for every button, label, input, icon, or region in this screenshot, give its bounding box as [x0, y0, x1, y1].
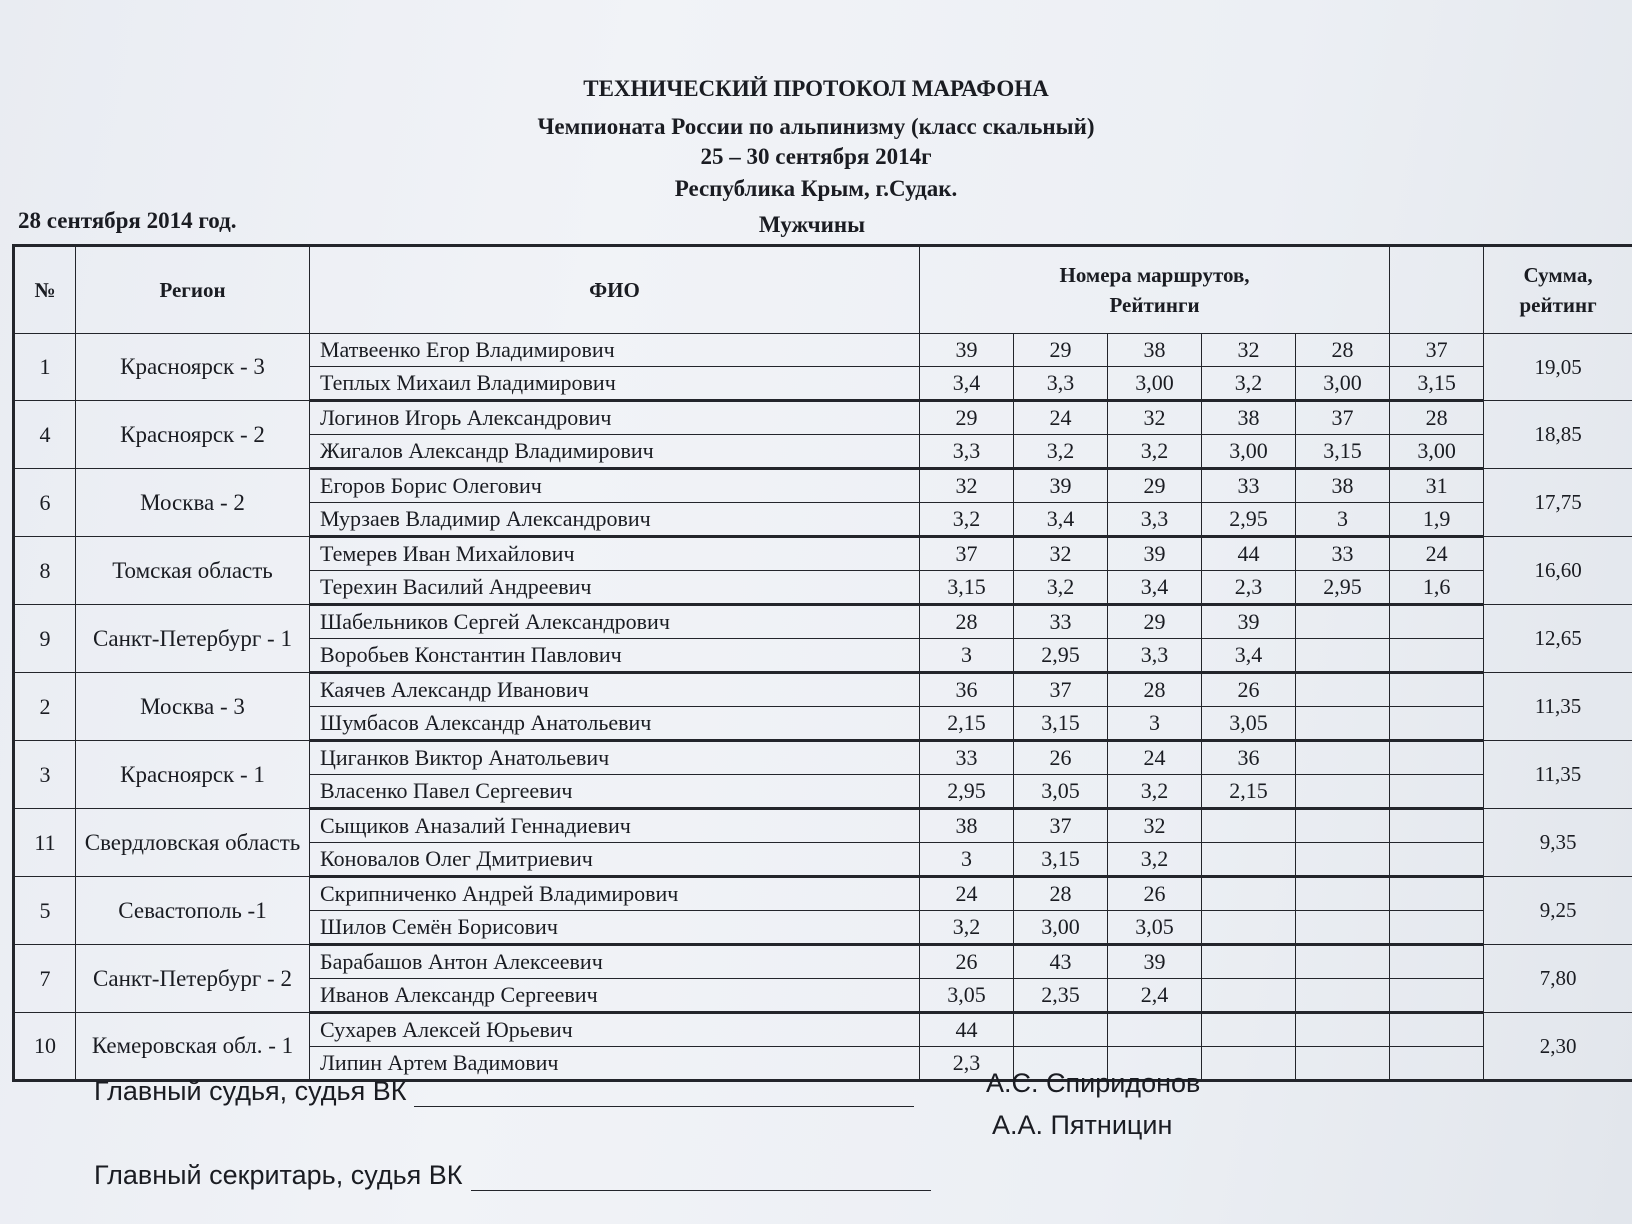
team-region: Санкт-Петербург - 2	[76, 945, 310, 1013]
team-number: 2	[14, 673, 76, 741]
team-number: 4	[14, 401, 76, 469]
team-number: 3	[14, 741, 76, 809]
team-sum: 11,35	[1484, 673, 1632, 741]
route-rating: 3,15	[1014, 707, 1108, 741]
team-number: 5	[14, 877, 76, 945]
route-rating: 3,3	[920, 435, 1014, 469]
route-number: 37	[1014, 673, 1108, 707]
route-rating: 3	[920, 843, 1014, 877]
route-number: 26	[1108, 877, 1202, 911]
route-number: 43	[1014, 945, 1108, 979]
chief-judge-name: А.С. Спиридонов	[986, 1068, 1201, 1098]
col-sum-header: Сумма, рейтинг	[1484, 246, 1632, 334]
table-row	[14, 673, 1632, 707]
route-number: 28	[1108, 673, 1202, 707]
route-rating	[1390, 1047, 1484, 1081]
route-rating: 3,00	[1202, 435, 1296, 469]
route-number: 24	[1108, 741, 1202, 775]
route-number: 39	[1202, 605, 1296, 639]
team-sum: 9,25	[1484, 877, 1632, 945]
team-sum: 2,30	[1484, 1013, 1632, 1081]
route-rating: 2,95	[920, 775, 1014, 809]
team-sum: 7,80	[1484, 945, 1632, 1013]
route-rating: 2,95	[1014, 639, 1108, 673]
route-rating: 3,05	[920, 979, 1014, 1013]
member-name: Шилов Семён Борисович	[310, 911, 920, 945]
route-number	[1390, 1013, 1484, 1047]
team-number: 8	[14, 537, 76, 605]
route-number: 39	[1108, 945, 1202, 979]
table-row	[14, 401, 1632, 435]
route-number	[1202, 945, 1296, 979]
route-number: 28	[1296, 334, 1390, 367]
route-rating	[1296, 843, 1390, 877]
route-number: 37	[1390, 334, 1484, 367]
route-number: 24	[1014, 401, 1108, 435]
route-number: 28	[1390, 401, 1484, 435]
member-name: Логинов Игорь Александрович	[310, 401, 920, 435]
member-name: Шабельников Сергей Александрович	[310, 605, 920, 639]
route-rating: 2,15	[1202, 775, 1296, 809]
member-name: Егоров Борис Олегович	[310, 469, 920, 503]
route-rating: 3,15	[1296, 435, 1390, 469]
table-row	[14, 605, 1632, 639]
table-row	[14, 877, 1632, 911]
route-rating: 3,00	[1108, 367, 1202, 401]
team-region: Севастополь -1	[76, 877, 310, 945]
member-name: Теплых Михаил Владимирович	[310, 367, 920, 401]
team-sum: 12,65	[1484, 605, 1632, 673]
member-name: Сыщиков Аназалий Геннадиевич	[310, 809, 920, 843]
route-rating: 1,6	[1390, 571, 1484, 605]
chief-secretary-signature	[94, 1160, 931, 1191]
route-rating	[1202, 843, 1296, 877]
route-number: 38	[920, 809, 1014, 843]
route-rating: 3,4	[1202, 639, 1296, 673]
col-num-header: №	[14, 246, 76, 334]
route-rating: 3,3	[1014, 367, 1108, 401]
signature-line	[414, 1082, 914, 1107]
member-name: Иванов Александр Сергеевич	[310, 979, 920, 1013]
team-number: 11	[14, 809, 76, 877]
route-rating: 2,95	[1296, 571, 1390, 605]
route-number	[1014, 1013, 1108, 1047]
col-name-header: ФИО	[310, 246, 920, 334]
team-number: 6	[14, 469, 76, 537]
route-number	[1390, 945, 1484, 979]
route-rating: 3,2	[1108, 843, 1202, 877]
route-rating: 1,9	[1390, 503, 1484, 537]
route-rating: 2,95	[1202, 503, 1296, 537]
team-sum: 16,60	[1484, 537, 1632, 605]
route-number: 33	[1202, 469, 1296, 503]
route-number: 36	[1202, 741, 1296, 775]
route-number: 39	[1014, 469, 1108, 503]
route-number	[1390, 673, 1484, 707]
member-name: Терехин Василий Андреевич	[310, 571, 920, 605]
route-number	[1296, 809, 1390, 843]
route-number	[1296, 877, 1390, 911]
route-rating	[1296, 911, 1390, 945]
category-label: Мужчины	[758, 212, 866, 237]
route-rating: 3,4	[1014, 503, 1108, 537]
route-number: 32	[1108, 401, 1202, 435]
route-number: 24	[1390, 537, 1484, 571]
member-name: Циганков Виктор Анатольевич	[310, 741, 920, 775]
member-name: Шумбасов Александр Анатольевич	[310, 707, 920, 741]
route-rating: 3,00	[1014, 911, 1108, 945]
team-number: 10	[14, 1013, 76, 1081]
route-number: 31	[1390, 469, 1484, 503]
route-number	[1390, 605, 1484, 639]
table-body	[14, 334, 1632, 1081]
document-subtitle: Чемпионата России по альпинизму (класс скальный)	[537, 114, 1095, 139]
route-rating: 3,05	[1202, 707, 1296, 741]
route-number: 29	[1108, 469, 1202, 503]
team-region: Томская область	[76, 537, 310, 605]
route-rating: 3,2	[1108, 435, 1202, 469]
route-rating: 3,2	[920, 911, 1014, 945]
route-rating: 3	[1108, 707, 1202, 741]
team-number: 1	[14, 334, 76, 401]
route-number: 29	[1014, 334, 1108, 367]
team-sum: 19,05	[1484, 334, 1632, 401]
route-number: 39	[920, 334, 1014, 367]
route-number: 26	[1014, 741, 1108, 775]
route-number: 44	[1202, 537, 1296, 571]
member-name: Власенко Павел Сергеевич	[310, 775, 920, 809]
route-rating	[1296, 707, 1390, 741]
team-region: Москва - 2	[76, 469, 310, 537]
route-rating: 3,05	[1108, 911, 1202, 945]
team-region: Красноярск - 2	[76, 401, 310, 469]
route-rating: 3,4	[920, 367, 1014, 401]
member-name: Скрипниченко Андрей Владимирович	[310, 877, 920, 911]
route-rating	[1296, 775, 1390, 809]
member-name: Матвеенко Егор Владимирович	[310, 334, 920, 367]
table-row	[14, 537, 1632, 571]
route-number: 32	[1108, 809, 1202, 843]
route-number: 28	[1014, 877, 1108, 911]
route-number: 24	[920, 877, 1014, 911]
table-row	[14, 469, 1632, 503]
chief-judge-label: Главный судья, судья ВК	[94, 1076, 407, 1106]
route-number: 37	[1296, 401, 1390, 435]
route-number: 32	[1014, 537, 1108, 571]
route-number: 44	[920, 1013, 1014, 1047]
route-number: 39	[1108, 537, 1202, 571]
team-region: Санкт-Петербург - 1	[76, 605, 310, 673]
team-sum: 18,85	[1484, 401, 1632, 469]
route-number	[1202, 1013, 1296, 1047]
team-region: Красноярск - 1	[76, 741, 310, 809]
route-rating: 2,3	[1202, 571, 1296, 605]
route-rating	[1296, 979, 1390, 1013]
event-dates: 25 – 30 сентября 2014г	[700, 144, 932, 169]
route-rating	[1202, 1047, 1296, 1081]
route-rating: 3,4	[1108, 571, 1202, 605]
team-number: 7	[14, 945, 76, 1013]
route-number	[1296, 673, 1390, 707]
route-rating: 3,2	[920, 503, 1014, 537]
team-region: Красноярск - 3	[76, 334, 310, 401]
member-name: Воробьев Константин Павлович	[310, 639, 920, 673]
member-name: Жигалов Александр Владимирович	[310, 435, 920, 469]
member-name: Темерев Иван Михайлович	[310, 537, 920, 571]
route-number: 29	[1108, 605, 1202, 639]
route-number: 33	[1296, 537, 1390, 571]
route-rating	[1296, 1047, 1390, 1081]
route-number: 37	[920, 537, 1014, 571]
team-number: 9	[14, 605, 76, 673]
route-number	[1108, 1013, 1202, 1047]
route-number	[1202, 877, 1296, 911]
col-region-header: Регион	[76, 246, 310, 334]
member-name: Липин Артем Вадимович	[310, 1047, 920, 1081]
member-name: Каячев Александр Иванович	[310, 673, 920, 707]
route-rating	[1202, 911, 1296, 945]
route-number: 33	[920, 741, 1014, 775]
route-rating	[1390, 707, 1484, 741]
route-rating	[1202, 979, 1296, 1013]
route-number	[1296, 945, 1390, 979]
route-rating: 3,15	[920, 571, 1014, 605]
route-number: 29	[920, 401, 1014, 435]
route-rating: 3,00	[1390, 435, 1484, 469]
route-rating: 3	[920, 639, 1014, 673]
route-number	[1390, 741, 1484, 775]
route-rating	[1390, 639, 1484, 673]
route-rating: 3,2	[1014, 435, 1108, 469]
route-number: 26	[1202, 673, 1296, 707]
document-title: ТЕХНИЧЕСКИЙ ПРОТОКОЛ МАРАФОНА	[583, 76, 1049, 101]
route-number	[1296, 741, 1390, 775]
route-rating: 3,05	[1014, 775, 1108, 809]
route-rating: 2,15	[920, 707, 1014, 741]
route-rating	[1390, 843, 1484, 877]
signature-line	[471, 1166, 931, 1191]
protocol-date: 28 сентября 2014 год.	[18, 208, 237, 233]
table-row	[14, 741, 1632, 775]
table-row	[14, 809, 1632, 843]
chief-judge-signature	[94, 1076, 914, 1107]
team-region: Кемеровская обл. - 1	[76, 1013, 310, 1081]
route-number	[1296, 605, 1390, 639]
member-name: Сухарев Алексей Юрьевич	[310, 1013, 920, 1047]
route-number: 26	[920, 945, 1014, 979]
route-number	[1390, 877, 1484, 911]
route-number: 28	[920, 605, 1014, 639]
route-rating: 3,00	[1296, 367, 1390, 401]
team-sum: 9,35	[1484, 809, 1632, 877]
team-sum: 11,35	[1484, 741, 1632, 809]
route-number	[1296, 1013, 1390, 1047]
member-name: Коновалов Олег Дмитриевич	[310, 843, 920, 877]
chief-secretary-label: Главный секритарь, судья ВК	[94, 1160, 463, 1190]
route-number: 32	[1202, 334, 1296, 367]
route-rating: 3,3	[1108, 503, 1202, 537]
route-rating: 3,15	[1014, 843, 1108, 877]
member-name: Мурзаев Владимир Александрович	[310, 503, 920, 537]
route-rating	[1390, 911, 1484, 945]
route-rating: 3	[1296, 503, 1390, 537]
route-rating	[1390, 775, 1484, 809]
route-rating: 2,3	[920, 1047, 1014, 1081]
route-rating: 3,15	[1390, 367, 1484, 401]
route-rating: 2,35	[1014, 979, 1108, 1013]
team-region: Свердловская область	[76, 809, 310, 877]
table-header-row	[14, 246, 1632, 334]
route-number: 36	[920, 673, 1014, 707]
route-rating: 3,2	[1014, 571, 1108, 605]
route-rating: 3,2	[1202, 367, 1296, 401]
table-row	[14, 945, 1632, 979]
team-region: Москва - 3	[76, 673, 310, 741]
team-sum: 17,75	[1484, 469, 1632, 537]
route-number: 32	[920, 469, 1014, 503]
route-number: 38	[1202, 401, 1296, 435]
table-row	[14, 334, 1632, 367]
chief-secretary-name: А.А. Пятницин	[992, 1110, 1173, 1140]
route-rating: 3,3	[1108, 639, 1202, 673]
route-number: 33	[1014, 605, 1108, 639]
route-number	[1202, 809, 1296, 843]
col-routes-header: Номера маршрутов, Рейтинги	[920, 246, 1390, 334]
route-number: 37	[1014, 809, 1108, 843]
route-number: 38	[1296, 469, 1390, 503]
event-place: Республика Крым, г.Судак.	[674, 176, 958, 201]
results-table	[12, 244, 1632, 1082]
route-rating: 2,4	[1108, 979, 1202, 1013]
route-number	[1390, 809, 1484, 843]
route-rating	[1296, 639, 1390, 673]
member-name: Барабашов Антон Алексеевич	[310, 945, 920, 979]
route-number: 38	[1108, 334, 1202, 367]
route-rating: 3,2	[1108, 775, 1202, 809]
table-row	[14, 1013, 1632, 1047]
col-routes-extra-header	[1390, 246, 1484, 334]
route-rating	[1390, 979, 1484, 1013]
